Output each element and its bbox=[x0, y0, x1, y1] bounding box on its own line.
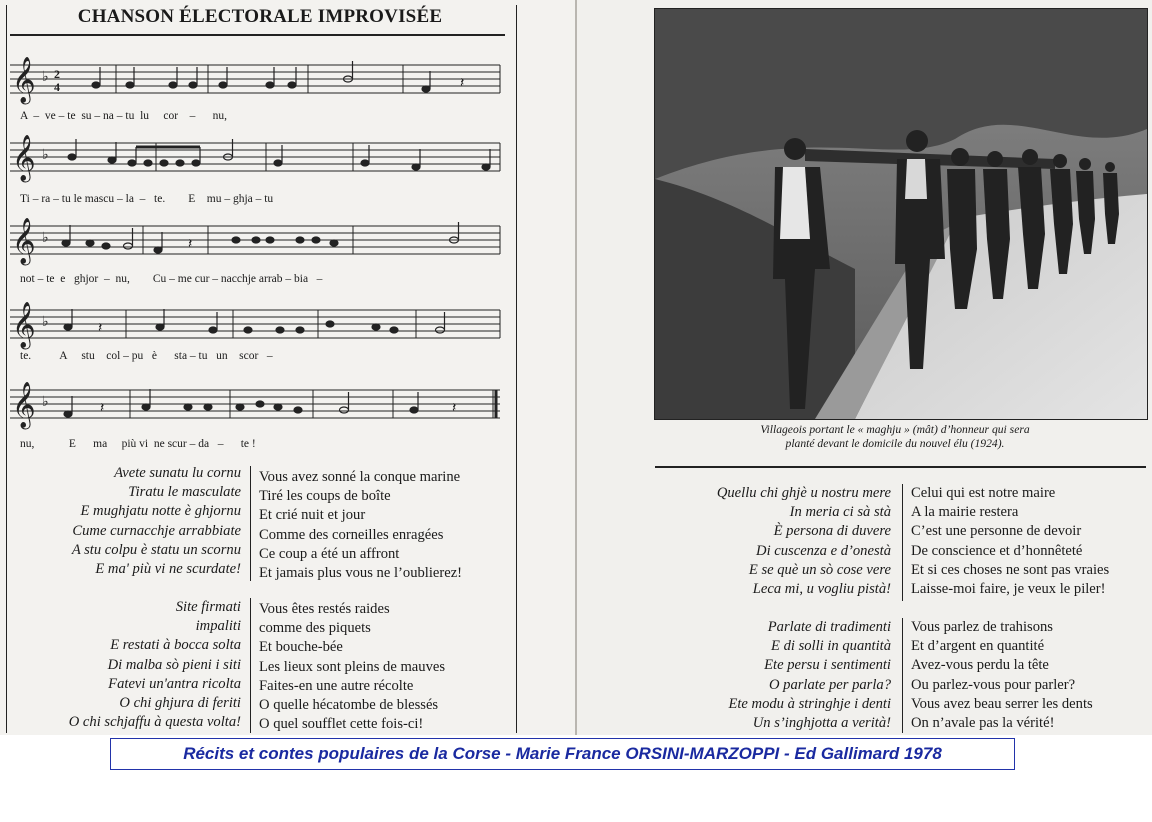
stanza2-corsican bbox=[69, 598, 241, 732]
right-stanza1-french bbox=[911, 484, 1109, 599]
verse-line: De conscience et d’honnêteté bbox=[911, 542, 1083, 559]
verse-line: Vous avez sonné la conque marine bbox=[259, 469, 461, 485]
left-page bbox=[0, 0, 575, 735]
stanza2-french bbox=[259, 600, 445, 734]
verse-line: C’est une personne de devoir bbox=[911, 523, 1082, 540]
treble-clef-icon: 𝄞 bbox=[12, 382, 36, 428]
verse-line: O parlate per parla? bbox=[768, 676, 891, 693]
right-rule bbox=[655, 466, 1146, 468]
treble-clef-icon: 𝄞 bbox=[12, 57, 36, 103]
verse-line: Tiratu le masculate bbox=[128, 484, 241, 501]
svg-text:4: 4 bbox=[54, 80, 60, 94]
treble-clef-icon: 𝄞 bbox=[12, 135, 36, 181]
column-divider bbox=[250, 598, 251, 733]
verse-line: Vous êtes restés raides bbox=[259, 601, 390, 617]
svg-text:𝄽: 𝄽 bbox=[100, 401, 105, 416]
flat-icon: ♭ bbox=[42, 395, 49, 410]
verse-line: E se què un sò cose vere bbox=[748, 561, 891, 578]
verse-line: A stu colpu è statu un scornu bbox=[71, 541, 241, 558]
verse-line: Ete modu à stringhje i denti bbox=[728, 695, 891, 712]
verse-line: Quellu chi ghjè u nostru mere bbox=[716, 485, 891, 501]
music-staff-5 bbox=[8, 380, 502, 430]
caption-line-2: planté devant le domicile du nouvel élu (1924). bbox=[785, 437, 1005, 450]
verse-line: È persona di duvere bbox=[773, 523, 891, 540]
caption-line-1: Villageois portant le « maghju » (mât) d’honneur qui sera bbox=[760, 423, 1030, 436]
svg-text:𝄽: 𝄽 bbox=[98, 321, 103, 336]
song-title: CHANSON ÉLECTORALE IMPROVISÉE bbox=[77, 6, 443, 27]
lyric-line-5: nu, E ma più vi ne scur – da – te ! bbox=[20, 438, 256, 450]
verse-line: Et crié nuit et jour bbox=[259, 507, 366, 524]
verse-line: E mughjatu notte è ghjornu bbox=[80, 503, 241, 520]
verse-line: O quelle hécatombe de blessés bbox=[259, 697, 439, 714]
treble-clef-icon: 𝄞 bbox=[12, 218, 36, 264]
lyric-line-1: A – ve – te su – na – tu lu cor – nu, bbox=[20, 110, 227, 122]
svg-text:𝄽: 𝄽 bbox=[188, 237, 193, 252]
flat-icon: ♭ bbox=[42, 148, 49, 163]
lyric-line-2: Ti – ra – tu le mascu – la – te. E mu – ghja – tu bbox=[20, 193, 274, 205]
svg-text:𝄽: 𝄽 bbox=[452, 401, 457, 416]
verse-line: Fatevi un'antra ricolta bbox=[108, 675, 241, 692]
verse-line: Tiré les coups de boîte bbox=[259, 488, 391, 505]
column-divider bbox=[902, 484, 903, 601]
verse-line: E ma' più vi ne scurdate! bbox=[95, 561, 241, 578]
verse-line: Et bouche-bée bbox=[259, 639, 343, 656]
photo-caption bbox=[700, 423, 1090, 451]
title-rule bbox=[10, 34, 505, 36]
music-staff-3 bbox=[8, 216, 502, 266]
verse-line: Comme des corneilles enragées bbox=[259, 526, 444, 543]
verse-line: Leca mi, u vogliu pistà! bbox=[752, 581, 891, 598]
svg-text:𝄽: 𝄽 bbox=[460, 76, 465, 91]
verse-line: E di solli in quantità bbox=[771, 638, 891, 655]
music-staff-4 bbox=[8, 300, 502, 350]
music-staff-1 bbox=[8, 55, 502, 105]
stanza1-french bbox=[259, 468, 462, 583]
verse-line: Parlate di tradimenti bbox=[767, 619, 891, 635]
lyric-line-3: not – te e ghjor – nu, Cu – me cur – nacchje arrab – bia – bbox=[20, 273, 323, 285]
verse-line: O chi ghjura di feriti bbox=[119, 695, 241, 712]
verse-line: Ce coup a été un affront bbox=[259, 545, 400, 562]
column-divider bbox=[902, 618, 903, 733]
verse-line: O quel soufflet cette fois-ci! bbox=[259, 716, 424, 733]
verse-line: In meria ci sà stà bbox=[789, 504, 891, 521]
flat-icon: ♭ bbox=[42, 70, 49, 85]
right-stanza2-corsican bbox=[728, 618, 891, 733]
source-citation: Récits et contes populaires de la Corse - Marie France ORSINI-MARZOPPI - Ed Gallimard 1978 bbox=[110, 738, 1015, 770]
flat-icon: ♭ bbox=[42, 231, 49, 246]
verse-line: Et si ces choses ne sont pas vraies bbox=[911, 561, 1110, 578]
verse-line: Site firmati bbox=[175, 599, 241, 615]
verse-line: Di malba sò pieni i siti bbox=[107, 656, 241, 673]
verse-line: Et d’argent en quantité bbox=[911, 638, 1045, 655]
verse-line: comme des piquets bbox=[259, 620, 371, 637]
verse-line: Faites-en une autre récolte bbox=[259, 677, 414, 694]
lyric-line-4: te. A stu col – pu è sta – tu un scor – bbox=[20, 350, 273, 362]
verse-line: Ou parlez-vous pour parler? bbox=[911, 676, 1076, 693]
flat-icon: ♭ bbox=[42, 315, 49, 330]
verse-line: impaliti bbox=[195, 618, 241, 635]
music-staff-2 bbox=[8, 133, 502, 183]
procession-photo bbox=[654, 8, 1148, 420]
svg-text:2: 2 bbox=[54, 67, 60, 81]
verse-line: Vous avez beau serrer les dents bbox=[911, 695, 1093, 712]
verse-line: Avez-vous perdu la tête bbox=[911, 657, 1049, 674]
verse-line: Et jamais plus vous ne l’oublierez! bbox=[259, 565, 463, 582]
treble-clef-icon: 𝄞 bbox=[12, 302, 36, 348]
verse-line: Celui qui est notre maire bbox=[911, 485, 1056, 501]
verse-line: E restati à bocca solta bbox=[110, 637, 241, 654]
verse-line: Un s’inghjotta a verità! bbox=[752, 715, 891, 732]
verse-line: Avete sunatu lu cornu bbox=[114, 465, 241, 481]
verse-line: Vous parlez de trahisons bbox=[911, 619, 1053, 635]
verse-line: O chi schjaffu à questa volta! bbox=[68, 714, 241, 731]
verse-line: Ete persu i sentimenti bbox=[764, 657, 891, 674]
right-stanza1-corsican bbox=[717, 484, 891, 599]
verse-line: Les lieux sont pleins de mauves bbox=[259, 658, 446, 675]
verse-line: On n’avale pas la vérité! bbox=[911, 715, 1055, 732]
right-stanza2-french bbox=[911, 618, 1093, 733]
verse-line: Di cuscenza e d’onestà bbox=[756, 542, 891, 559]
stanza1-corsican bbox=[72, 464, 241, 579]
verse-line: Cume curnacchje arrabbiate bbox=[72, 522, 241, 539]
photo-image bbox=[655, 9, 1147, 419]
verse-line: A la mairie restera bbox=[911, 504, 1019, 521]
verse-line: Laisse-moi faire, je veux le piler! bbox=[911, 581, 1106, 598]
column-divider bbox=[250, 466, 251, 581]
